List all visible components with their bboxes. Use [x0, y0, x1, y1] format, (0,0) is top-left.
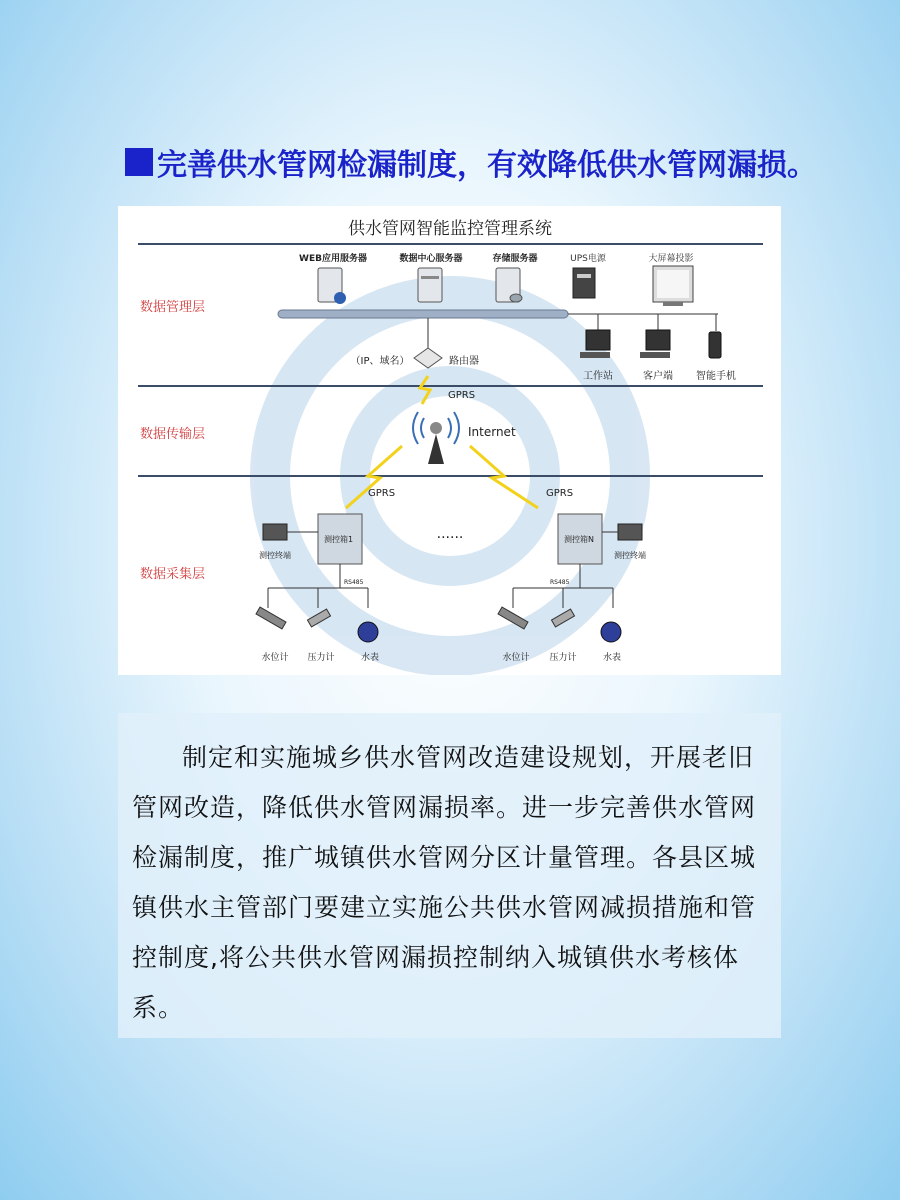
rs485-left: RS485: [344, 579, 364, 586]
sensor-label-level-right: 水位计: [502, 653, 530, 663]
server-label-screen: 大屏幕投影: [648, 254, 694, 264]
page-title-text: 完善供水管网检漏制度，有效降低供水管网漏损。: [157, 148, 817, 183]
sensor-label-level-left: 水位计: [261, 653, 289, 663]
control-box-1-label: 测控箱1: [324, 535, 354, 544]
control-box-n-label: 测控箱N: [564, 535, 594, 544]
page-title: [125, 140, 817, 184]
rs485-right: RS485: [550, 579, 570, 586]
terminal-left-icon: [263, 524, 287, 540]
datacenter-server-icon: [418, 268, 442, 302]
projector-screen-icon: [653, 266, 693, 306]
layer-label-management: 数据管理层: [140, 300, 206, 315]
box-ellipsis: ······: [436, 530, 464, 546]
sensor-label-meter-left: 水表: [360, 653, 380, 663]
sensor-label-meter-right: 水表: [602, 653, 622, 663]
gprs-label-top: GPRS: [448, 390, 476, 401]
layer-label-collection: 数据采集层: [140, 567, 206, 582]
smartphone-icon: [709, 332, 721, 358]
gprs-label-left: GPRS: [368, 488, 396, 499]
sensor-label-pressure-left: 压力计: [307, 653, 335, 663]
gprs-label-right: GPRS: [546, 488, 574, 499]
ups-icon: [573, 268, 595, 298]
client-label-phone: 智能手机: [696, 371, 736, 382]
terminal-right-label: 测控终端: [614, 551, 646, 560]
storage-server-icon: [496, 268, 522, 302]
client-icon: [640, 330, 670, 358]
network-bus: [278, 310, 568, 318]
server-label-datacenter: 数据中心服务器: [399, 254, 463, 264]
water-level-sensor-left-icon: [256, 607, 286, 629]
sensor-label-pressure-right: 压力计: [549, 653, 577, 663]
router-note: （IP、域名）: [350, 356, 410, 367]
server-label-web: WEB应用服务器: [299, 254, 367, 264]
terminal-left-label: 测控终端: [259, 551, 291, 560]
description-box: [118, 713, 781, 1038]
router-label: 路由器: [449, 356, 479, 367]
description-paragraph: 制定和实施城乡供水管网改造建设规划，开展老旧管网改造，降低供水管网漏损率。进一步完善供水管网检漏制度，推广城镇供水管网分区计量管理。各县区城镇供水主管部门要建立实施公共供水管网减损措施和管控制度,将公共供水管网漏损控制纳入城镇供水考核体系。: [132, 743, 757, 1022]
server-label-ups: UPS电源: [570, 254, 606, 264]
internet-label: Internet: [468, 425, 516, 439]
web-server-icon: [318, 268, 346, 304]
internet-tower-icon: [413, 412, 459, 464]
diagram-title: 供水管网智能监控管理系统: [348, 219, 552, 239]
water-meter-right-icon: [601, 622, 621, 642]
client-label-client: 客户端: [643, 371, 673, 382]
title-square-bullet: [125, 148, 153, 176]
server-label-storage: 存储服务器: [492, 254, 538, 264]
layer-label-transmission: 数据传输层: [140, 427, 206, 442]
system-diagram: [118, 206, 781, 675]
client-label-workstation: 工作站: [583, 371, 613, 382]
terminal-right-icon: [618, 524, 642, 540]
water-meter-left-icon: [358, 622, 378, 642]
router-icon: [414, 348, 442, 368]
